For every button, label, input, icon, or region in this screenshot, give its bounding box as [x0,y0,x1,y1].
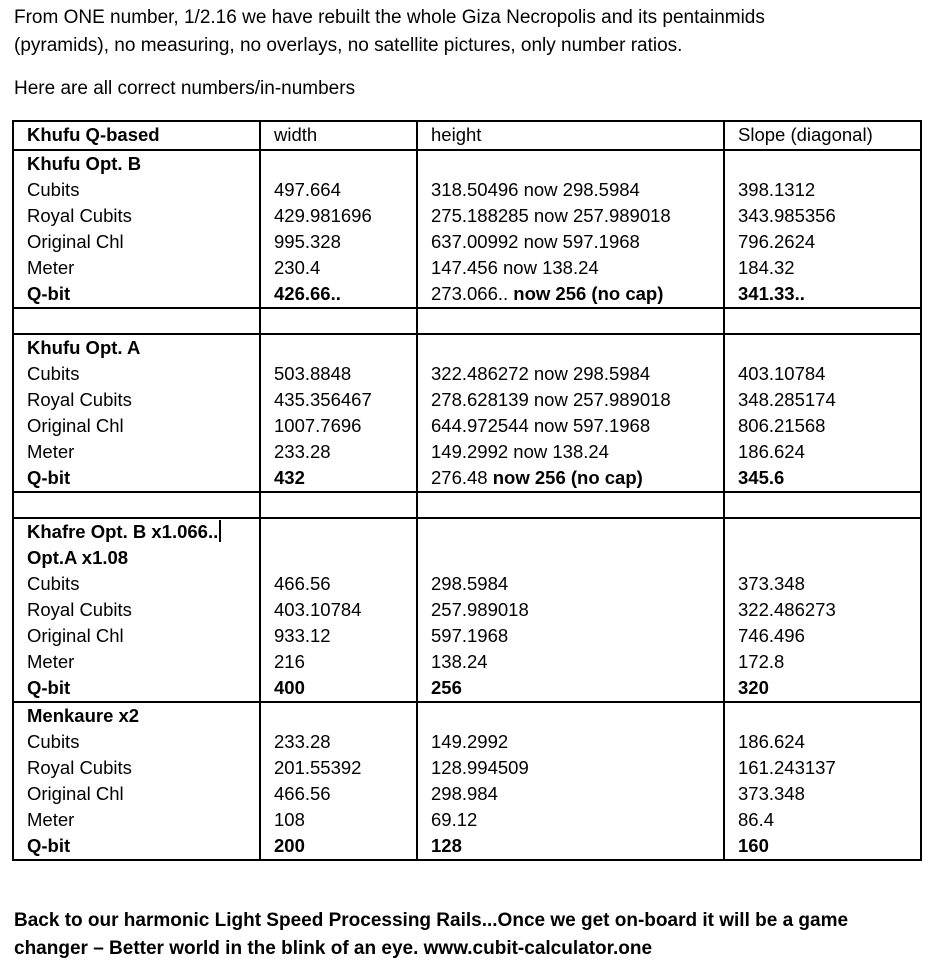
width-value: 503.8848 [274,363,352,384]
height-value: 69.12 [431,809,478,830]
header-width: width [260,121,417,150]
slope-value: 373.348 [738,573,805,594]
section-khufu-a-height [417,334,724,492]
slope-value: 343.985356 [738,205,836,226]
height-now: now 256 (no cap) [492,467,643,488]
intro-line-2: (pyramids), no measuring, no overlays, no satellite pictures, only number ratios. [14,35,683,56]
slope-value: 403.10784 [738,363,826,384]
width-value: 1007.7696 [274,415,362,436]
height-old: 273.066.. [431,283,509,304]
section-khufu-a-slope [724,334,921,492]
slope-value: 320 [738,677,769,698]
row-label: Meter [27,257,75,278]
section-title: Khafre Opt. B x1.066.. [27,519,259,545]
width-value: 429.981696 [274,205,372,226]
slope-value: 746.496 [738,625,805,646]
row-label: Royal Cubits [27,757,132,778]
width-value: 466.56 [274,573,331,594]
height-value: 298.984 [431,783,498,804]
slope-value: 161.243137 [738,757,836,778]
slope-value: 345.6 [738,467,785,488]
height-value: 597.1968 [431,625,509,646]
width-value: 216 [274,651,305,672]
width-value: 233.28 [274,731,331,752]
row-label: Q-bit [27,467,71,488]
height-value-qbit [431,465,723,491]
slope-value: 348.285174 [738,389,836,410]
width-value: 233.28 [274,441,331,462]
table-row [13,334,921,492]
height-value: 318.50496 now 298.5984 [431,179,640,200]
slope-value: 341.33.. [738,283,805,304]
slope-value: 86.4 [738,809,775,830]
row-label: Meter [27,651,75,672]
section-khufu-b-height [417,150,724,308]
table-row [13,702,921,860]
section-menkaure-width [260,702,417,860]
intro-line-1: From ONE number, 1/2.16 we have rebuilt the whole Giza Necropolis and its pentainmids [14,7,765,28]
slope-value: 186.624 [738,731,805,752]
section-khafre-slope [724,518,921,702]
width-value: 400 [274,677,305,698]
width-value: 108 [274,809,305,830]
slope-value: 184.32 [738,257,795,278]
height-value: 149.2992 [431,731,509,752]
row-label: Royal Cubits [27,205,132,226]
text-cursor [219,520,221,542]
height-value: 128 [431,835,462,856]
section-menkaure-labels [13,702,260,860]
intro-paragraph [14,4,914,60]
slope-value: 398.1312 [738,179,816,200]
width-value: 201.55392 [274,757,362,778]
width-value: 933.12 [274,625,331,646]
header-name: Khufu Q-based [13,121,260,150]
height-value: 128.994509 [431,757,529,778]
width-value: 995.328 [274,231,341,252]
height-value: 298.5984 [431,573,509,594]
height-value: 257.989018 [431,599,529,620]
outro-line-1: Back to our harmonic Light Speed Processing Rails...Once we get on-board it will be a game [14,910,849,931]
table-row [13,518,921,702]
section-title: Khufu Opt. A [27,337,141,358]
width-value: 466.56 [274,783,331,804]
height-value: 138.24 [431,651,488,672]
section-title: Menkaure x2 [27,705,140,726]
width-value: 403.10784 [274,599,362,620]
slope-value: 322.486273 [738,599,836,620]
row-label: Cubits [27,573,80,594]
section-khufu-b-slope [724,150,921,308]
height-value: 278.628139 now 257.989018 [431,389,671,410]
width-value: 497.664 [274,179,341,200]
height-value: 637.00992 now 597.1968 [431,231,640,252]
section-khufu-a-width [260,334,417,492]
section-khafre-labels [13,518,260,702]
height-now: now 256 (no cap) [508,283,664,304]
slope-value: 160 [738,835,769,856]
row-label: Original Chl [27,783,124,804]
header-height: height [417,121,724,150]
outro-paragraph [14,907,919,963]
height-old: 276.48 [431,467,493,488]
slope-value: 373.348 [738,783,805,804]
width-value: 230.4 [274,257,321,278]
table-header-row [13,121,921,150]
height-value: 644.972544 now 597.1968 [431,415,651,436]
row-label: Original Chl [27,625,124,646]
spacer-row [13,492,921,518]
pyramid-dimensions-table [12,120,922,861]
height-value-qbit [431,281,723,307]
row-label: Meter [27,809,75,830]
section-menkaure-height [417,702,724,860]
height-value: 256 [431,677,462,698]
row-label: Q-bit [27,835,71,856]
row-label: Q-bit [27,677,71,698]
section-title: Khufu Opt. B [27,153,142,174]
width-value: 426.66.. [274,283,341,304]
height-value: 147.456 now 138.24 [431,257,599,278]
table-row [13,150,921,308]
slope-value: 172.8 [738,651,785,672]
row-label: Original Chl [27,415,124,436]
subtitle: Here are all correct numbers/in-numbers [14,78,356,99]
row-label: Cubits [27,179,80,200]
slope-value: 796.2624 [738,231,816,252]
slope-value: 806.21568 [738,415,826,436]
section-menkaure-slope [724,702,921,860]
outro-line-2: changer – Better world in the blink of an eye. www.cubit-calculator.one [14,938,653,959]
slope-value: 186.624 [738,441,805,462]
row-label: Meter [27,441,75,462]
row-label: Original Chl [27,231,124,252]
section-khufu-b-labels [13,150,260,308]
section-khafre-width [260,518,417,702]
row-label: Cubits [27,363,80,384]
spacer-row [13,308,921,334]
row-label: Royal Cubits [27,599,132,620]
width-value: 435.356467 [274,389,372,410]
section-khufu-b-width [260,150,417,308]
section-khafre-height [417,518,724,702]
height-value: 322.486272 now 298.5984 [431,363,651,384]
row-label: Cubits [27,731,80,752]
header-slope: Slope (diagonal) [724,121,921,150]
width-value: 200 [274,835,305,856]
height-value: 275.188285 now 257.989018 [431,205,671,226]
height-value: 149.2992 now 138.24 [431,441,609,462]
row-label: Q-bit [27,283,71,304]
width-value: 432 [274,467,305,488]
section-khufu-a-labels [13,334,260,492]
section-subtitle: Opt.A x1.08 [27,547,129,568]
row-label: Royal Cubits [27,389,132,410]
